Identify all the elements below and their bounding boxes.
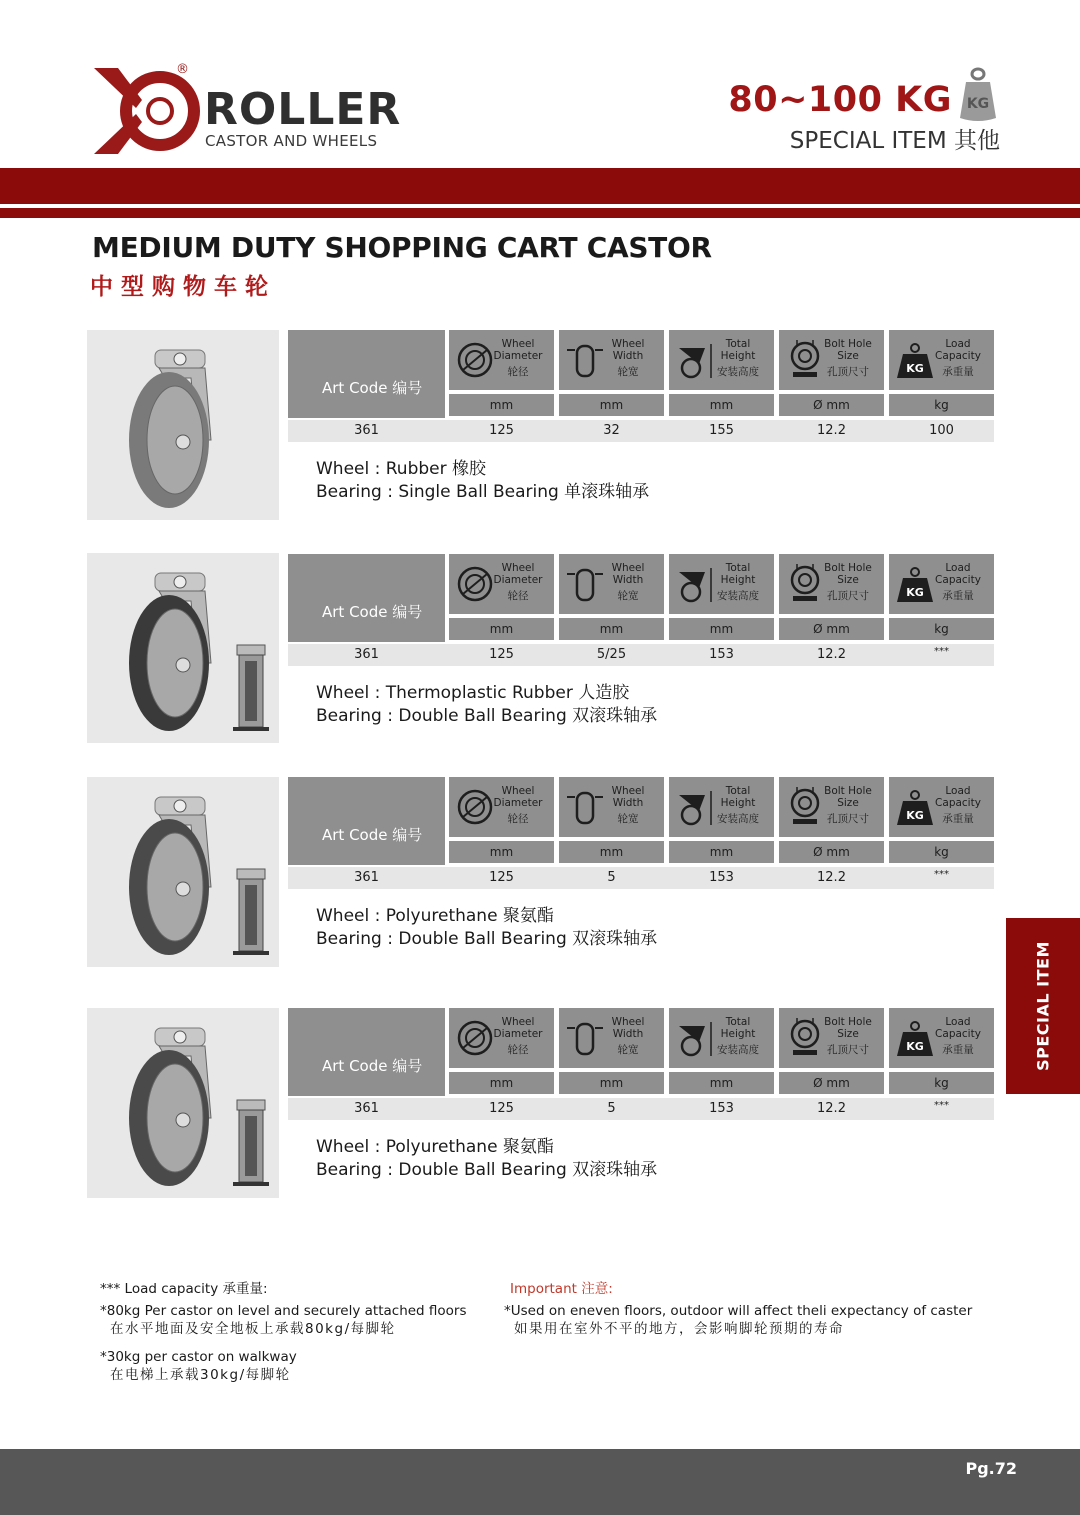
product-description — [316, 458, 649, 504]
column-label: Load Capacity — [935, 338, 981, 362]
wheel-material: Wheel : Polyurethane 聚氨酯 — [316, 1137, 554, 1157]
column-unit: Ø mm — [779, 394, 884, 416]
spec-value: 5/25 — [596, 647, 627, 662]
svg-text:KG: KG — [906, 809, 924, 822]
column-unit: mm — [669, 1072, 774, 1094]
column-header — [669, 777, 774, 837]
side-tab-label: SPECIAL ITEM — [1033, 941, 1053, 1071]
column-unit: mm — [669, 618, 774, 640]
note-2-en: *30kg per castor on walkway — [100, 1349, 297, 1365]
page-title-cn: 中型购物车轮 — [90, 274, 276, 300]
art-code-header — [288, 554, 445, 642]
column-header — [449, 554, 554, 614]
column-label-cn: 承重量 — [942, 366, 974, 378]
header-red-band — [0, 168, 1080, 204]
bearing-type: Bearing : Single Ball Bearing 单滚珠轴承 — [316, 482, 650, 502]
product-description — [316, 905, 657, 951]
column-label-cn: 轮径 — [507, 1044, 529, 1056]
column-label-cn: 孔顶尺寸 — [827, 590, 869, 602]
table-row — [288, 867, 994, 889]
svg-text:KG: KG — [906, 1040, 924, 1053]
column-label-cn: 轮径 — [507, 813, 529, 825]
table-row — [288, 644, 994, 666]
spec-table — [288, 554, 994, 662]
spec-value: 125 — [489, 870, 514, 885]
column-unit: mm — [449, 394, 554, 416]
wheel-material: Wheel : Rubber 橡胶 — [316, 459, 487, 479]
wheel-material: Wheel : Thermoplastic Rubber 人造胶 — [316, 683, 630, 703]
column-label-cn: 承重量 — [942, 590, 974, 602]
column-label: Wheel Width — [611, 562, 645, 586]
column-unit: kg — [889, 618, 994, 640]
column-unit: kg — [889, 394, 994, 416]
svg-text:KG: KG — [906, 586, 924, 599]
column-label: Load Capacity — [935, 562, 981, 586]
spec-value: 100 — [929, 423, 954, 438]
spec-value: *** — [934, 646, 949, 657]
weight-icon-label: KG — [966, 96, 990, 112]
column-label: Wheel Diameter — [493, 562, 543, 586]
column-label-cn: 安装高度 — [717, 590, 759, 602]
spec-value: 125 — [489, 1101, 514, 1116]
spec-value: 12.2 — [817, 423, 846, 438]
spec-value: 153 — [709, 870, 734, 885]
art-code-value: 361 — [354, 870, 379, 885]
column-unit: mm — [559, 618, 664, 640]
important-en: *Used on eneven floors, outdoor will affect theli expectancy of caster — [504, 1303, 973, 1319]
product-description — [316, 1136, 657, 1182]
column-label: Load Capacity — [935, 1016, 981, 1040]
column-label: Load Capacity — [935, 785, 981, 809]
spec-table — [288, 777, 994, 885]
column-header — [889, 1008, 994, 1068]
art-code-header — [288, 1008, 445, 1096]
spec-value: 125 — [489, 423, 514, 438]
brand-logo — [92, 64, 452, 158]
weight-kg-icon — [956, 64, 1000, 124]
column-unit: Ø mm — [779, 841, 884, 863]
spec-table — [288, 1008, 994, 1116]
column-unit: kg — [889, 841, 994, 863]
bearing-type: Bearing : Double Ball Bearing 双滚珠轴承 — [316, 929, 658, 949]
spec-value: 125 — [489, 647, 514, 662]
registered-mark: ® — [176, 62, 189, 77]
column-label-cn: 安装高度 — [717, 1044, 759, 1056]
column-label-cn: 轮宽 — [617, 1044, 639, 1056]
special-item-heading: SPECIAL ITEM 其他 — [789, 128, 1000, 154]
spec-value: 12.2 — [817, 647, 846, 662]
column-unit: Ø mm — [779, 1072, 884, 1094]
important-title: Important 注意: — [510, 1281, 613, 1297]
capacity-heading: 80~100 KG — [728, 80, 952, 120]
column-label: Bolt Hole Size — [824, 785, 872, 809]
column-label-cn: 轮径 — [507, 366, 529, 378]
column-header — [559, 330, 664, 390]
column-label: Total Height — [720, 1016, 756, 1040]
important-notes — [504, 1280, 972, 1338]
column-header — [889, 554, 994, 614]
column-label-cn: 轮径 — [507, 590, 529, 602]
art-code-header — [288, 330, 445, 418]
column-header — [559, 1008, 664, 1068]
spec-table — [288, 330, 994, 438]
column-label-cn: 轮宽 — [617, 366, 639, 378]
spec-value: 12.2 — [817, 1101, 846, 1116]
column-label-cn: 承重量 — [942, 1044, 974, 1056]
art-code-label: Art Code 编号 — [322, 603, 423, 621]
column-unit: kg — [889, 1072, 994, 1094]
bearing-type: Bearing : Double Ball Bearing 双滚珠轴承 — [316, 706, 658, 726]
column-label-cn: 安装高度 — [717, 813, 759, 825]
note-1-en: *80kg Per castor on level and securely attached floors — [100, 1303, 467, 1319]
spec-value: *** — [934, 1100, 949, 1111]
column-label: Wheel Diameter — [493, 1016, 543, 1040]
column-label: Total Height — [720, 562, 756, 586]
art-code-value: 361 — [354, 423, 379, 438]
column-label-cn: 轮宽 — [617, 590, 639, 602]
column-unit: mm — [449, 618, 554, 640]
column-unit: mm — [449, 1072, 554, 1094]
column-label-cn: 孔顶尺寸 — [827, 366, 869, 378]
column-header — [889, 777, 994, 837]
column-header — [779, 554, 884, 614]
column-label-cn: 孔顶尺寸 — [827, 1044, 869, 1056]
column-unit: mm — [669, 841, 774, 863]
product-photo — [87, 1008, 279, 1198]
page-number: Pg.72 — [965, 1459, 1017, 1478]
column-label: Wheel Width — [611, 1016, 645, 1040]
art-code-label: Art Code 编号 — [322, 1057, 423, 1075]
product-photo — [87, 553, 279, 743]
art-code-value: 361 — [354, 647, 379, 662]
column-header — [669, 554, 774, 614]
column-unit: Ø mm — [779, 618, 884, 640]
column-header — [779, 330, 884, 390]
art-code-label: Art Code 编号 — [322, 826, 423, 844]
column-unit: mm — [559, 841, 664, 863]
column-header — [559, 554, 664, 614]
art-code-label: Art Code 编号 — [322, 379, 423, 397]
column-header — [669, 330, 774, 390]
product-photo — [87, 777, 279, 967]
column-header — [559, 777, 664, 837]
page-title: MEDIUM DUTY SHOPPING CART CASTOR — [92, 231, 712, 264]
brand-tagline: CASTOR AND WHEELS — [205, 132, 378, 150]
spec-value: 155 — [709, 423, 734, 438]
column-label: Total Height — [720, 338, 756, 362]
column-unit: mm — [559, 394, 664, 416]
spec-value: 153 — [709, 1101, 734, 1116]
product-photo — [87, 330, 279, 520]
spec-value: 5 — [607, 870, 616, 885]
column-header — [449, 1008, 554, 1068]
header-red-line — [0, 208, 1080, 218]
svg-text:KG: KG — [906, 362, 924, 375]
product-description — [316, 682, 657, 728]
note-2-cn: 在电梯上承载30kg/每脚轮 — [110, 1367, 291, 1383]
column-header — [889, 330, 994, 390]
table-row — [288, 420, 994, 442]
column-label: Bolt Hole Size — [824, 338, 872, 362]
important-cn: 如果用在室外不平的地方，会影响脚轮预期的寿命 — [514, 1321, 844, 1337]
page-footer — [0, 1449, 1080, 1515]
column-label: Wheel Diameter — [493, 785, 543, 809]
spec-value: 153 — [709, 647, 734, 662]
note-1-cn: 在水平地面及安全地板上承载80kg/每脚轮 — [110, 1321, 396, 1337]
column-header — [779, 1008, 884, 1068]
column-label: Total Height — [720, 785, 756, 809]
column-unit: mm — [559, 1072, 664, 1094]
bearing-type: Bearing : Double Ball Bearing 双滚珠轴承 — [316, 1160, 658, 1180]
column-label: Bolt Hole Size — [824, 562, 872, 586]
art-code-value: 361 — [354, 1101, 379, 1116]
column-label: Wheel Width — [611, 338, 645, 362]
table-row — [288, 1098, 994, 1120]
column-label-cn: 孔顶尺寸 — [827, 813, 869, 825]
column-header — [779, 777, 884, 837]
column-header — [449, 777, 554, 837]
column-unit: mm — [449, 841, 554, 863]
wheel-material: Wheel : Polyurethane 聚氨酯 — [316, 906, 554, 926]
column-label-cn: 轮宽 — [617, 813, 639, 825]
spec-value: *** — [934, 869, 949, 880]
column-unit: mm — [669, 394, 774, 416]
roller-logo-mark-icon — [92, 64, 204, 158]
spec-value: 32 — [603, 423, 620, 438]
column-label-cn: 安装高度 — [717, 366, 759, 378]
column-label: Wheel Width — [611, 785, 645, 809]
special-item-side-tab — [1006, 918, 1080, 1094]
column-label: Wheel Diameter — [493, 338, 543, 362]
load-notes-title: *** Load capacity 承重量: — [100, 1281, 268, 1297]
column-label-cn: 承重量 — [942, 813, 974, 825]
column-header — [449, 330, 554, 390]
brand-name: ROLLER — [204, 84, 402, 135]
art-code-header — [288, 777, 445, 865]
load-capacity-notes — [100, 1280, 467, 1384]
spec-value: 5 — [607, 1101, 616, 1116]
column-header — [669, 1008, 774, 1068]
spec-value: 12.2 — [817, 870, 846, 885]
column-label: Bolt Hole Size — [824, 1016, 872, 1040]
